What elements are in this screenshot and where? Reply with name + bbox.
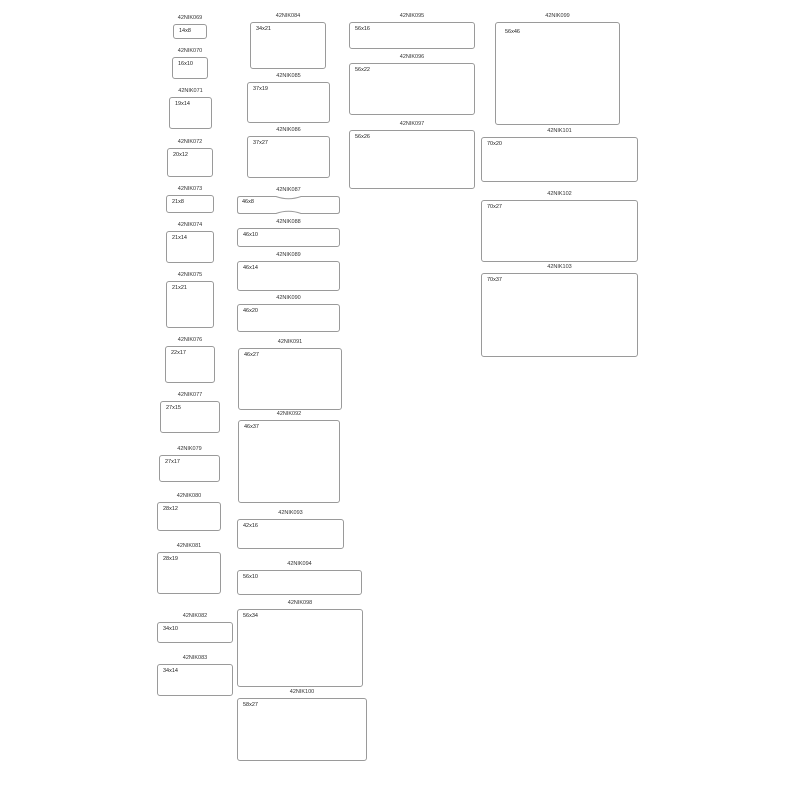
label-cell-42nik091 xyxy=(238,338,342,410)
label-cell-42nik075 xyxy=(166,271,214,328)
label-size: 70x20 xyxy=(487,141,502,147)
label-cell-42nik073 xyxy=(166,185,214,213)
label-code: 42NIK079 xyxy=(177,446,202,452)
label-size: 46x37 xyxy=(244,424,259,430)
label-code: 42NIK074 xyxy=(177,222,203,228)
label-size: 34x10 xyxy=(163,626,178,632)
label-outline xyxy=(173,24,207,39)
label-size: 46x14 xyxy=(243,265,258,271)
label-outline xyxy=(237,196,340,214)
label-cell-42nik085 xyxy=(247,72,330,123)
label-outline xyxy=(166,195,214,213)
label-outline xyxy=(167,148,213,177)
label-outline xyxy=(250,22,326,69)
label-cell-42nik094 xyxy=(237,560,362,595)
label-size: 70x37 xyxy=(487,277,502,283)
label-code: 42NIK099 xyxy=(545,13,570,19)
label-cell-42nik100 xyxy=(237,688,367,761)
label-size: 21x8 xyxy=(172,199,184,205)
label-outline xyxy=(349,63,475,115)
label-code: 42NIK090 xyxy=(276,295,301,301)
label-cell-42nik087 xyxy=(237,186,340,214)
label-code: 42NIK069 xyxy=(177,15,203,21)
label-outline xyxy=(481,137,638,182)
label-size: 56x26 xyxy=(355,134,370,140)
label-code: 42NIK091 xyxy=(277,339,303,345)
label-size: 34x14 xyxy=(163,668,178,674)
label-size: 28x19 xyxy=(163,556,178,562)
label-size: 21x21 xyxy=(172,285,187,291)
label-outline xyxy=(237,698,367,761)
label-code: 42NIK070 xyxy=(177,48,203,54)
label-size: 58x27 xyxy=(243,702,258,708)
label-outline xyxy=(157,552,221,594)
label-cell-42nik089 xyxy=(237,251,340,291)
label-size: 37x19 xyxy=(253,86,268,92)
label-size: 34x21 xyxy=(256,26,271,32)
label-cell-42nik081 xyxy=(157,542,221,594)
label-code: 42NIK085 xyxy=(276,73,301,79)
label-cell-42nik076 xyxy=(165,336,215,383)
label-cell-42nik102 xyxy=(481,190,638,262)
label-code: 42NIK096 xyxy=(399,54,425,60)
label-outline xyxy=(237,228,340,247)
label-code: 42NIK093 xyxy=(278,510,303,516)
label-outline xyxy=(157,622,233,643)
label-code: 42NIK100 xyxy=(289,689,315,695)
label-code: 42NIK073 xyxy=(177,186,203,192)
label-code: 42NIK083 xyxy=(182,655,208,661)
label-cell-42nik080 xyxy=(157,492,221,531)
label-size: 28x12 xyxy=(163,506,178,512)
label-outline xyxy=(160,401,220,433)
label-cell-42nik093 xyxy=(237,509,344,549)
label-outline xyxy=(237,570,362,595)
label-cell-42nik084 xyxy=(250,12,326,69)
label-size: 42x16 xyxy=(243,523,258,529)
label-outline xyxy=(349,130,475,189)
label-size: 56x46 xyxy=(505,29,520,35)
label-outline xyxy=(169,97,212,129)
label-cell-42nik083 xyxy=(157,654,233,696)
label-size: 46x27 xyxy=(244,352,259,358)
label-outline xyxy=(166,281,214,328)
label-outline xyxy=(237,519,344,549)
label-code: 42NIK088 xyxy=(276,219,301,225)
label-outline xyxy=(237,261,340,291)
label-size: 70x27 xyxy=(487,204,502,210)
label-size: 56x22 xyxy=(355,67,370,73)
label-code: 42NIK071 xyxy=(178,88,203,94)
label-size: 14x8 xyxy=(179,28,191,34)
label-code: 42NIK089 xyxy=(276,252,301,258)
label-code: 42NIK077 xyxy=(177,392,203,398)
label-cell-42nik088 xyxy=(237,218,340,247)
label-cell-42nik077 xyxy=(160,391,220,433)
label-code: 42NIK075 xyxy=(177,272,203,278)
label-code: 42NIK082 xyxy=(182,613,208,619)
label-outline xyxy=(247,136,330,178)
label-code: 42NIK102 xyxy=(547,191,572,197)
label-outline xyxy=(157,664,233,696)
label-outline xyxy=(237,609,363,687)
label-cell-42nik069 xyxy=(173,14,207,39)
label-size: 19x14 xyxy=(175,101,190,107)
label-outline xyxy=(238,348,342,410)
label-size: 21x14 xyxy=(172,235,187,241)
label-outline xyxy=(157,502,221,531)
label-size: 56x16 xyxy=(355,26,370,32)
label-outline xyxy=(481,200,638,262)
label-code: 42NIK095 xyxy=(399,13,425,19)
label-code: 42NIK084 xyxy=(275,13,301,19)
label-size: 46x8 xyxy=(242,199,254,205)
label-size: 20x12 xyxy=(173,152,188,158)
label-cell-42nik082 xyxy=(157,612,233,643)
label-cell-42nik086 xyxy=(247,126,330,178)
label-code: 42NIK094 xyxy=(287,561,312,567)
label-code: 42NIK092 xyxy=(276,411,302,417)
label-outline xyxy=(481,273,638,357)
label-code: 42NIK087 xyxy=(276,187,301,193)
label-outline xyxy=(159,455,220,482)
label-cell-42nik079 xyxy=(159,445,220,482)
label-size: 22x17 xyxy=(171,350,186,356)
label-code: 42NIK103 xyxy=(547,264,572,270)
label-outline xyxy=(349,22,475,49)
label-cell-42nik072 xyxy=(167,138,213,177)
label-outline xyxy=(495,22,620,125)
label-size: 46x20 xyxy=(243,308,258,314)
label-size: 27x17 xyxy=(165,459,180,465)
label-outline xyxy=(172,57,208,79)
label-cell-42nik096 xyxy=(349,53,475,115)
label-size: 16x10 xyxy=(178,61,193,67)
label-code: 42NIK080 xyxy=(176,493,202,499)
label-cell-42nik098 xyxy=(237,599,363,687)
label-cell-42nik070 xyxy=(172,47,208,79)
label-size: 27x15 xyxy=(166,405,181,411)
label-cell-42nik092 xyxy=(238,410,340,503)
label-code: 42NIK098 xyxy=(287,600,313,606)
label-cell-42nik101 xyxy=(481,127,638,182)
label-outline xyxy=(165,346,215,383)
label-code: 42NIK086 xyxy=(276,127,301,133)
label-outline xyxy=(247,82,330,123)
label-code: 42NIK072 xyxy=(177,139,203,145)
label-code: 42NIK097 xyxy=(399,121,425,127)
label-cell-42nik090 xyxy=(237,294,340,332)
label-cell-42nik097 xyxy=(349,120,475,189)
label-cell-42nik099 xyxy=(495,12,620,125)
label-code: 42NIK101 xyxy=(547,128,572,134)
label-cell-42nik074 xyxy=(166,221,214,263)
label-size: 56x34 xyxy=(243,613,258,619)
label-code: 42NIK081 xyxy=(176,543,202,549)
label-outline xyxy=(166,231,214,263)
label-cell-42nik071 xyxy=(169,87,212,129)
label-outline xyxy=(237,304,340,332)
label-cell-42nik095 xyxy=(349,12,475,49)
label-code: 42NIK076 xyxy=(177,337,203,343)
label-size: 56x10 xyxy=(243,574,258,580)
label-size: 46x10 xyxy=(243,232,258,238)
label-cell-42nik103 xyxy=(481,263,638,357)
label-outline xyxy=(238,420,340,503)
label-size: 37x27 xyxy=(253,140,268,146)
